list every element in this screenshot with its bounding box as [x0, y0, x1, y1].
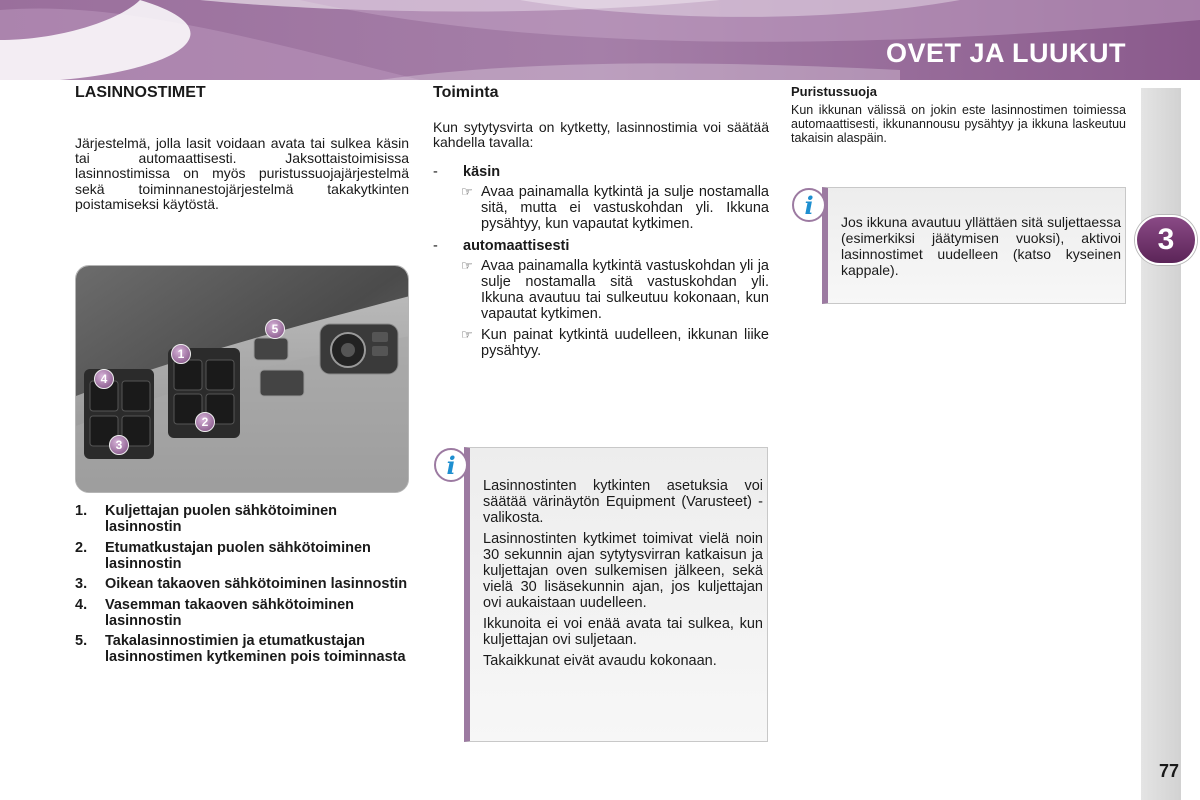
side-strip: [1141, 88, 1181, 800]
info-paragraph: Lasinnostinten kytkinten asetuksia voi säätää värinäytön Equipment (Varusteet) - valikosta.: [483, 478, 763, 526]
page-number: 77: [1159, 761, 1180, 781]
photo-callout-2: 2: [195, 412, 215, 432]
info-icon: i: [434, 448, 468, 482]
anti-pinch-text: Kun ikkunan välissä on jokin este lasinnostimen toimiessa automaattisesti, ikkunannousu pysähtyy ja ikkuna laskeutuu takaisin alaspäin.: [791, 103, 1126, 146]
chapter-number: 3: [1157, 223, 1175, 256]
chapter-title: OVET JA LUUKUT: [885, 38, 1126, 68]
info-box-reinit: [804, 187, 1126, 304]
photo-callout-1: 1: [171, 344, 191, 364]
photo-callout-3: 3: [109, 435, 129, 455]
column-right: [791, 84, 1126, 146]
photo-callout-5: 5: [265, 319, 285, 339]
list-item: 4. Vasemman takaoven sähkötoiminen lasinnostin: [75, 596, 355, 629]
info-box-content: [483, 478, 763, 674]
info-icon: i: [792, 188, 826, 222]
intro-paragraph: Järjestelmä, jolla lasit voidaan avata tai sulkea käsin tai automaattisesti. Jaksottaistoimisissa lasinnostimissa on myös puristussuojajärjestelmä sekä toiminnanestojärjestelmä takakytkinten poistamiseksi käytöstä.: [75, 135, 409, 212]
column-middle: [433, 84, 769, 359]
mode-automatic-step: ☞ Avaa painamalla kytkintä vastuskohdan yli ja sulje nostamalla sitä vastuskohdan yli. Ikkuna avautuu tai sulkeutuu kokonaan, kun vapautat kytkimen.: [461, 258, 769, 323]
list-item: 3. Oikean takaoven sähkötoiminen lasinnostin: [75, 576, 408, 592]
section-heading-window-lifts: LASINNOSTIMET: [75, 84, 206, 101]
info-paragraph: Jos ikkuna avautuu yllättäen sitä suljettaessa (esimerkiksi jäätymisen vuoksi), aktivoi lasinnostimet uudelleen (katso kyseinen kappale).: [841, 214, 1121, 278]
photo-callout-4: 4: [94, 369, 114, 389]
operation-intro: Kun sytytysvirta on kytketty, lasinnostimia voi säätää kahdella tavalla:: [433, 119, 769, 151]
mode-manual-step: ☞ Avaa painamalla kytkintä ja sulje nostamalla sitä, mutta ei vastuskohdan yli. Ikkuna pysähtyy, kun vapautat kytkimen.: [461, 184, 769, 233]
window-switch-photo: [75, 265, 409, 493]
info-box-settings: [446, 447, 768, 742]
switch-legend-list: [75, 503, 409, 670]
list-item: 5. Takalasinnostimien ja etumatkustajan lasinnostimen kytkeminen pois toiminnasta: [75, 633, 406, 665]
list-item: 1. Kuljettajan puolen sähkötoiminen lasinnostin: [75, 503, 338, 535]
mode-manual: - käsin: [433, 164, 501, 181]
mode-automatic-step: ☞ Kun painat kytkintä uudelleen, ikkunan liike pysähtyy.: [461, 327, 769, 360]
chapter-tab[interactable]: [1135, 215, 1197, 265]
info-paragraph: Lasinnostinten kytkimet toimivat vielä noin 30 sekunnin ajan sytytysvirran katkaisun ja kuljettajan oven sulkemisen jälkeen, sekä vielä 30 lisäsekunnin ajan, jos kuljettajan ovi aukaistaan uudelleen.: [483, 531, 763, 611]
mode-automatic: - automaattisesti: [433, 238, 570, 255]
info-box-content: [841, 214, 1121, 278]
pointing-hand-icon: ☞: [461, 258, 473, 274]
info-paragraph: Takaikkunat eivät avaudu kokonaan.: [483, 653, 717, 669]
info-paragraph: Ikkunoita ei voi enää avata tai sulkea, kun kuljettajan ovi suljetaan.: [483, 616, 763, 648]
section-heading-operation: Toiminta: [433, 84, 499, 101]
subheading-anti-pinch: Puristussuoja: [791, 84, 877, 99]
pointing-hand-icon: ☞: [461, 184, 473, 200]
pointing-hand-icon: ☞: [461, 327, 473, 343]
list-item: 2. Etumatkustajan puolen sähkötoiminen lasinnostin: [75, 539, 371, 572]
header-band: [0, 0, 1200, 80]
column-left: [75, 84, 409, 212]
